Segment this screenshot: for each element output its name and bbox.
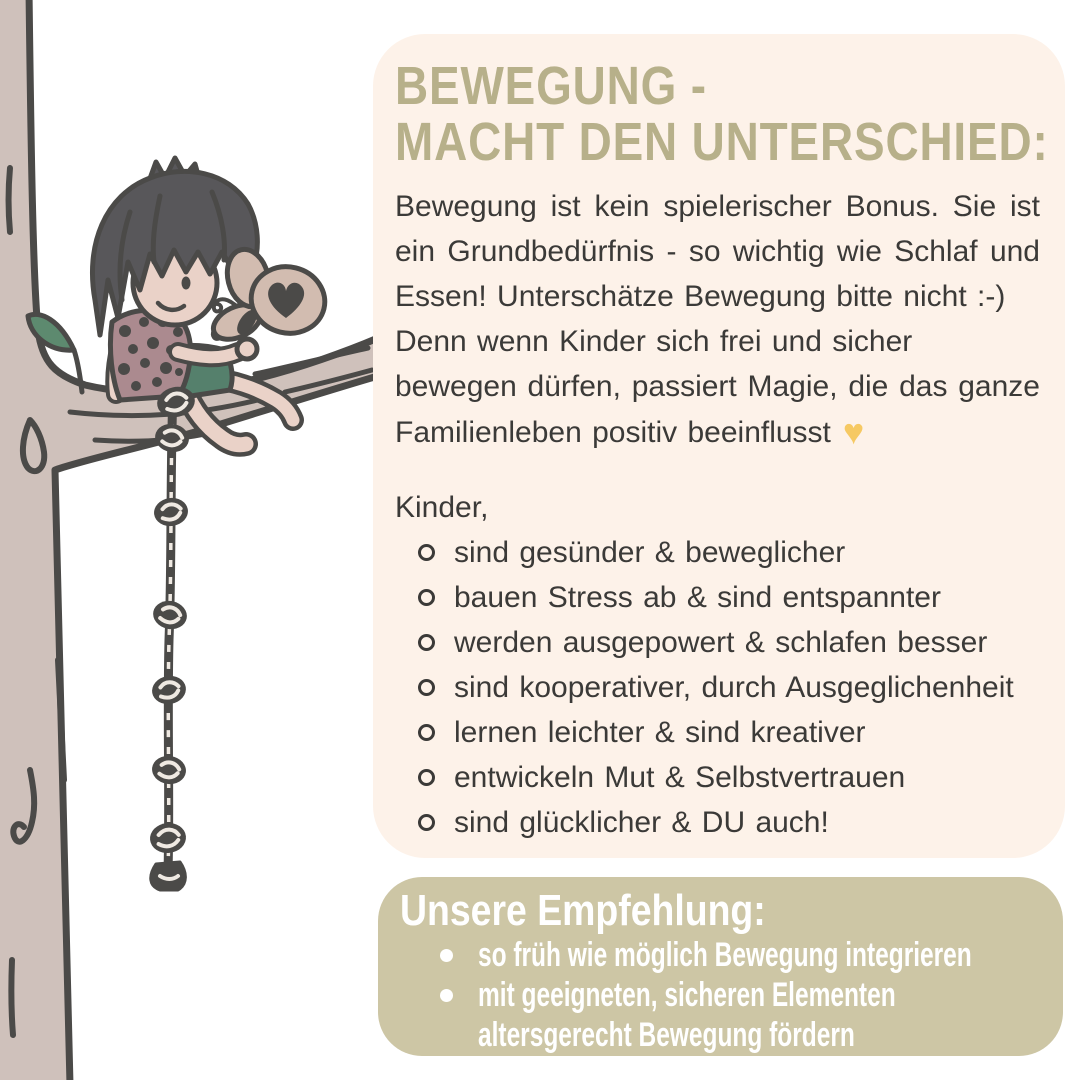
bullet-ring-icon [418,724,435,741]
recommendation-item-text: so früh wie möglich Bewegung integrieren [478,936,972,974]
recommendation-item-text: altersgerecht Bewegung fördern [478,1016,855,1054]
recommendation-item [400,975,1043,1055]
list-intro: Kinder, [395,491,489,524]
list-item-text: bauen Stress ab & sind entspannter [454,580,941,614]
list-item-text: lernen leichter & sind kreativer [454,715,866,749]
list-item-text: entwickeln Mut & Selbstvertrauen [454,760,906,794]
recommendation-card [378,877,1063,1056]
list-item [395,710,1040,755]
page-title-line-1: BEWEGUNG - [395,56,707,116]
intro-paragraph [395,184,1040,455]
recommendation-item-text: mit geeigneten, sicheren Elementen [478,976,896,1014]
list-item [395,575,1040,620]
paragraph-line: Bewegung ist kein spielerischer Bonus. Sie ist [395,190,1040,223]
bullet-ring-icon [418,679,435,696]
list-item [395,620,1040,665]
recommendation-heading: Unsere Empfehlung: [400,886,766,935]
paragraph-line-text: Familienleben positiv beeinflusst [395,416,831,449]
list-item-text: sind kooperativer, durch Ausgeglichenheit [454,670,1014,704]
paragraph-line: Denn wenn Kinder sich frei und sicher [395,325,913,358]
list-item-text: sind glücklicher & DU auch! [454,805,829,839]
bullet-ring-icon [418,589,435,606]
paragraph-line-with-heart [395,409,1040,455]
list-item [395,755,1040,800]
bullet-ring-icon [418,544,435,561]
bullet-ring-icon [418,814,435,831]
knotted-rope [149,383,198,890]
bullet-dot-icon [440,949,453,962]
bullet-ring-icon [418,634,435,651]
list-item [395,800,1040,845]
info-card [373,34,1065,858]
tree-trunk [0,0,378,1080]
recommendation-item-lines [478,975,1058,1055]
paragraph-line: ein Grundbedürfnis - so wichtig wie Schlaf und [395,235,1040,268]
list-item [395,665,1040,710]
benefits-list [395,530,1040,845]
yellow-heart-icon: ♥ [842,411,865,452]
recommendation-item [400,935,1043,975]
bullet-ring-icon [418,769,435,786]
child-on-tree-illustration [0,0,380,1080]
list-item [395,530,1040,575]
paragraph-line: bewegen dürfen, passiert Magie, die das ganze [395,370,1040,403]
list-item-text: werden ausgepowert & schlafen besser [454,625,988,659]
paragraph-line: Essen! Unterschätze Bewegung bitte nicht :-) [395,280,1006,313]
bullet-dot-icon [440,989,453,1002]
page-title-line-2: MACHT DEN UNTERSCHIED: [395,112,1049,172]
list-item-text: sind gesünder & beweglicher [454,535,846,569]
